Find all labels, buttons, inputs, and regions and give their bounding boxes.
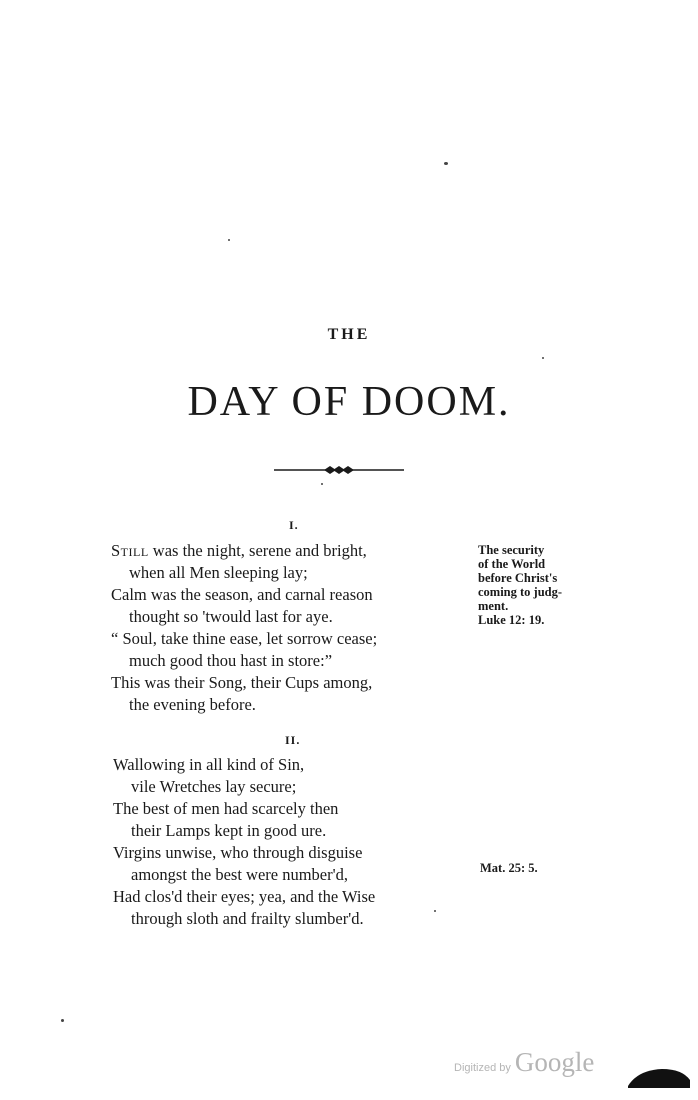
verse-line: when all Men sleeping lay; [129, 563, 308, 582]
verse-line: through sloth and frailty slumber'd. [131, 909, 364, 928]
digitized-watermark [454, 1047, 594, 1078]
verse-line: Virgins unwise, who through disguise [113, 843, 363, 862]
verse-line: Calm was the season, and carnal reason [111, 585, 373, 604]
verse-line: This was their Song, their Cups among, [111, 673, 373, 692]
ornament-divider [274, 462, 404, 478]
scan-speck [434, 910, 436, 912]
margin-note-line: Mat. 25: 5. [480, 861, 538, 875]
margin-note [478, 543, 562, 627]
margin-note [480, 861, 538, 875]
verse-line: thought so 'twould last for aye. [129, 607, 333, 626]
verse-line: Wallowing in all kind of Sin, [113, 755, 305, 774]
verse-line: amongst the best were number'd, [131, 865, 348, 884]
margin-note-line: before Christ's [478, 571, 558, 585]
verse-text: was the night, serene and bright, [148, 541, 367, 560]
stanza-1-verse [111, 540, 377, 716]
stanza-2-verse [113, 754, 375, 930]
verse-line: Had clos'd their eyes; yea, and the Wise [113, 887, 376, 906]
stanza-number: II. [285, 733, 301, 747]
verse-line: vile Wretches lay secure; [131, 777, 297, 796]
scan-speck [228, 239, 230, 241]
scan-speck [61, 1019, 64, 1022]
drop-word: Still [111, 541, 149, 560]
margin-note-line: Luke 12: 19. [478, 613, 545, 627]
margin-note-line: of the World [478, 557, 546, 571]
page-corner-shadow [628, 1066, 690, 1088]
watermark-brand: Google [514, 1047, 595, 1077]
verse-line: their Lamps kept in good ure. [131, 821, 327, 840]
stanza-number: I. [289, 518, 299, 532]
scan-speck [321, 483, 323, 485]
verse-line: the evening before. [129, 695, 256, 714]
margin-note-line: coming to judg- [478, 585, 563, 599]
margin-note-line: The security [478, 543, 545, 557]
watermark-prefix: Digitized by [454, 1062, 511, 1074]
verse-line: “ Soul, take thine ease, let sorrow cease; [111, 629, 378, 648]
verse-line [111, 540, 377, 562]
verse-line: The best of men had scarcely then [113, 799, 339, 818]
verse-line: much good thou hast in store:” [129, 651, 333, 670]
margin-note-line: ment. [478, 599, 509, 613]
page-title: DAY OF DOOM. [187, 379, 511, 425]
scan-speck [542, 357, 544, 359]
scan-speck [444, 162, 448, 165]
title-prefix: THE [327, 326, 371, 343]
